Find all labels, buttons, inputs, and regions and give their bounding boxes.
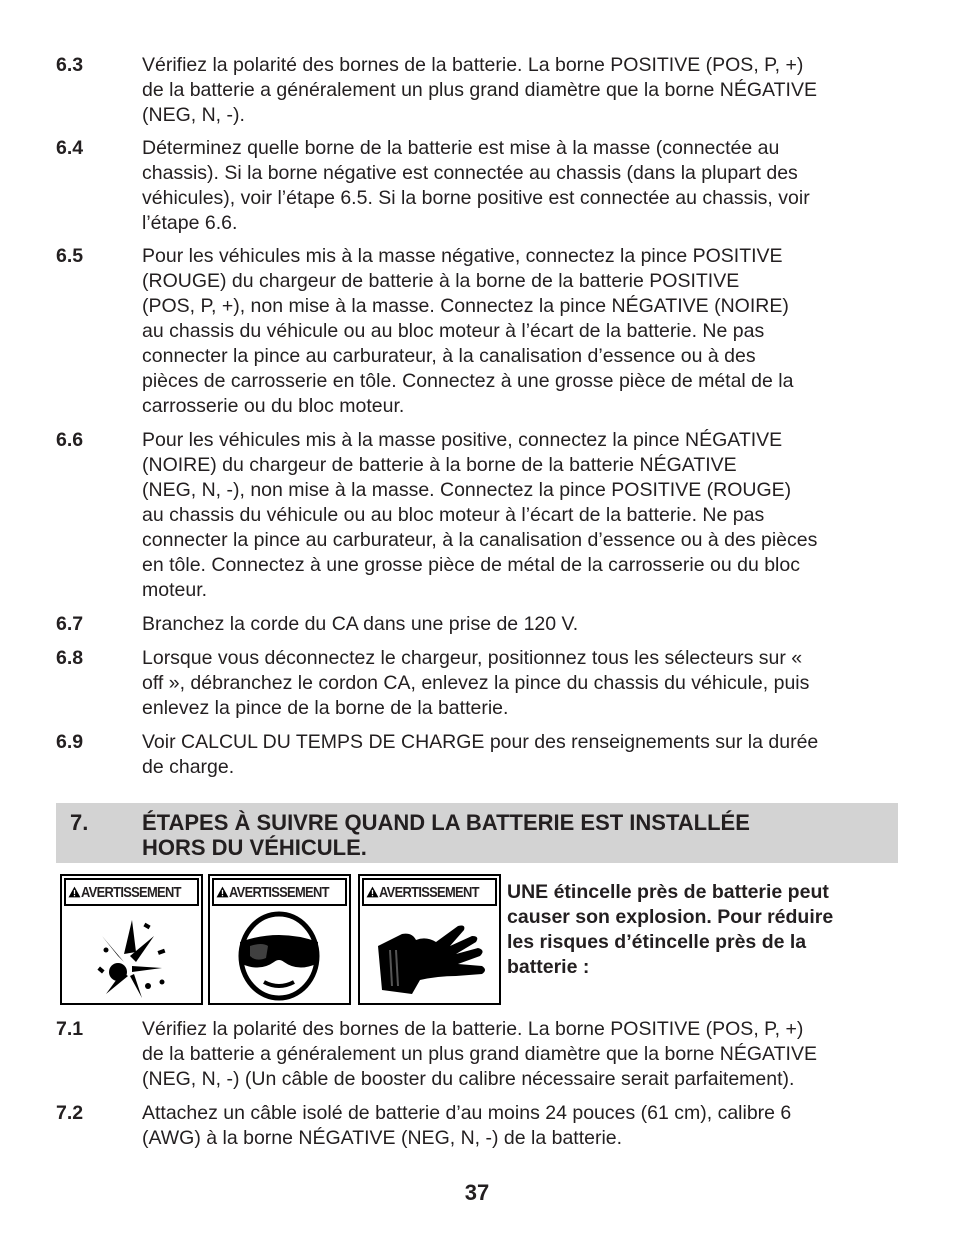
step-number: 6.3 bbox=[56, 54, 84, 76]
warning-header bbox=[362, 878, 497, 906]
warning-label: AVERTISSEMENT bbox=[378, 883, 479, 901]
glove-icon bbox=[360, 906, 499, 1003]
step-number: 6.5 bbox=[56, 245, 84, 267]
step-7-1 bbox=[56, 1017, 900, 1092]
step-number: 6.7 bbox=[56, 613, 84, 635]
step-6-4 bbox=[56, 136, 900, 236]
step-text: Voir CALCUL DU TEMPS DE CHARGE pour des renseignements sur la durée de charge. bbox=[142, 731, 819, 778]
step-text: Lorsque vous déconnectez le chargeur, positionnez tous les sélecteurs sur « off », débranchez le cordon CA, enlevez la pince du chassis du véhicule, puis enlevez la pince de la borne de la batterie. bbox=[142, 647, 810, 719]
step-6-6 bbox=[56, 428, 900, 603]
section-7-header bbox=[56, 803, 898, 863]
step-text: Vérifiez la polarité des bornes de la batterie. La borne POSITIVE (POS, P, +) de la batterie a généralement un plus grand diamètre que la borne NÉGATIVE (NEG, N, -) (Un câble de booster du calibre nécessaire serait parfaitement). bbox=[142, 1018, 817, 1090]
step-6-5 bbox=[56, 244, 900, 419]
step-6-7 bbox=[56, 612, 900, 637]
warning-header bbox=[64, 878, 199, 906]
page-number: 37 bbox=[464, 1180, 490, 1205]
warning-label: AVERTISSEMENT bbox=[228, 883, 329, 901]
warning-text: UNE étincelle près de batterie peut causer son explosion. Pour réduire les risques d’étincelle près de la batterie : bbox=[507, 881, 834, 978]
step-6-9 bbox=[56, 730, 900, 780]
step-text: Attachez un câble isolé de batterie d’au moins 24 pouces (61 cm), calibre 6 (AWG) à la borne NÉGATIVE (NEG, N, -) de la batterie. bbox=[142, 1102, 792, 1149]
explosion-icon bbox=[62, 906, 201, 1003]
section-number: 7. bbox=[70, 810, 89, 835]
warning-triangle-icon bbox=[366, 881, 379, 903]
step-number: 7.1 bbox=[56, 1018, 84, 1040]
step-number: 6.9 bbox=[56, 731, 84, 753]
step-7-2 bbox=[56, 1101, 900, 1151]
step-text: Vérifiez la polarité des bornes de la batterie. La borne POSITIVE (POS, P, +) de la batterie a généralement un plus grand diamètre que la borne NÉGATIVE (NEG, N, -). bbox=[142, 54, 817, 126]
warning-triangle-icon bbox=[68, 881, 81, 903]
safety-goggles-icon bbox=[210, 906, 349, 1003]
step-text: Branchez la corde du CA dans une prise de 120 V. bbox=[142, 613, 579, 635]
warning-header bbox=[212, 878, 347, 906]
warning-box-goggles bbox=[208, 874, 351, 1005]
step-text: Pour les véhicules mis à la masse négative, connectez la pince POSITIVE (ROUGE) du chargeur de batterie à la borne de la batterie POSITIVE (POS, P, +), non mise à la masse. Connectez la pince NÉGATIVE (NOIRE) au chassis du véhicule ou au bloc moteur à l’écart de la batterie. Ne pas connecter la pince au carburateur, à la canalisation d’essence ou à des pièces de carrosserie en tôle. Connectez à une grosse pièce de métal de la carrosserie ou du bloc moteur. bbox=[142, 245, 794, 417]
warning-box-glove bbox=[358, 874, 501, 1005]
warning-label: AVERTISSEMENT bbox=[80, 883, 181, 901]
step-6-8 bbox=[56, 646, 900, 721]
step-6-3 bbox=[56, 53, 900, 128]
step-text: Déterminez quelle borne de la batterie est mise à la masse (connectée au chassis). Si la borne négative est connectée au chassis (dans la plupart des véhicules), voir l’étape 6.5. Si la borne positive est connectée au chassis, voir l’étape 6.6. bbox=[142, 137, 810, 234]
section-title: ÉTAPES À SUIVRE QUAND LA BATTERIE EST INSTALLÉE HORS DU VÉHICULE. bbox=[142, 810, 750, 860]
step-number: 7.2 bbox=[56, 1102, 84, 1124]
step-number: 6.4 bbox=[56, 137, 84, 159]
step-number: 6.6 bbox=[56, 429, 84, 451]
warning-box-explosion bbox=[60, 874, 203, 1005]
step-number: 6.8 bbox=[56, 647, 84, 669]
warning-triangle-icon bbox=[216, 881, 229, 903]
step-text: Pour les véhicules mis à la masse positive, connectez la pince NÉGATIVE (NOIRE) du chargeur de batterie à la borne de la batterie NÉGATIVE (NEG, N, -), non mise à la masse. Connectez la pince POSITIVE (ROUGE) au chassis du véhicule ou au bloc moteur à l’écart de la batterie. Ne pas connecter la pince au carburateur, à la canalisation d’essence ou à des pièces en tôle. Connectez à une grosse pièce de métal de la carrosserie ou du bloc moteur. bbox=[142, 429, 818, 601]
